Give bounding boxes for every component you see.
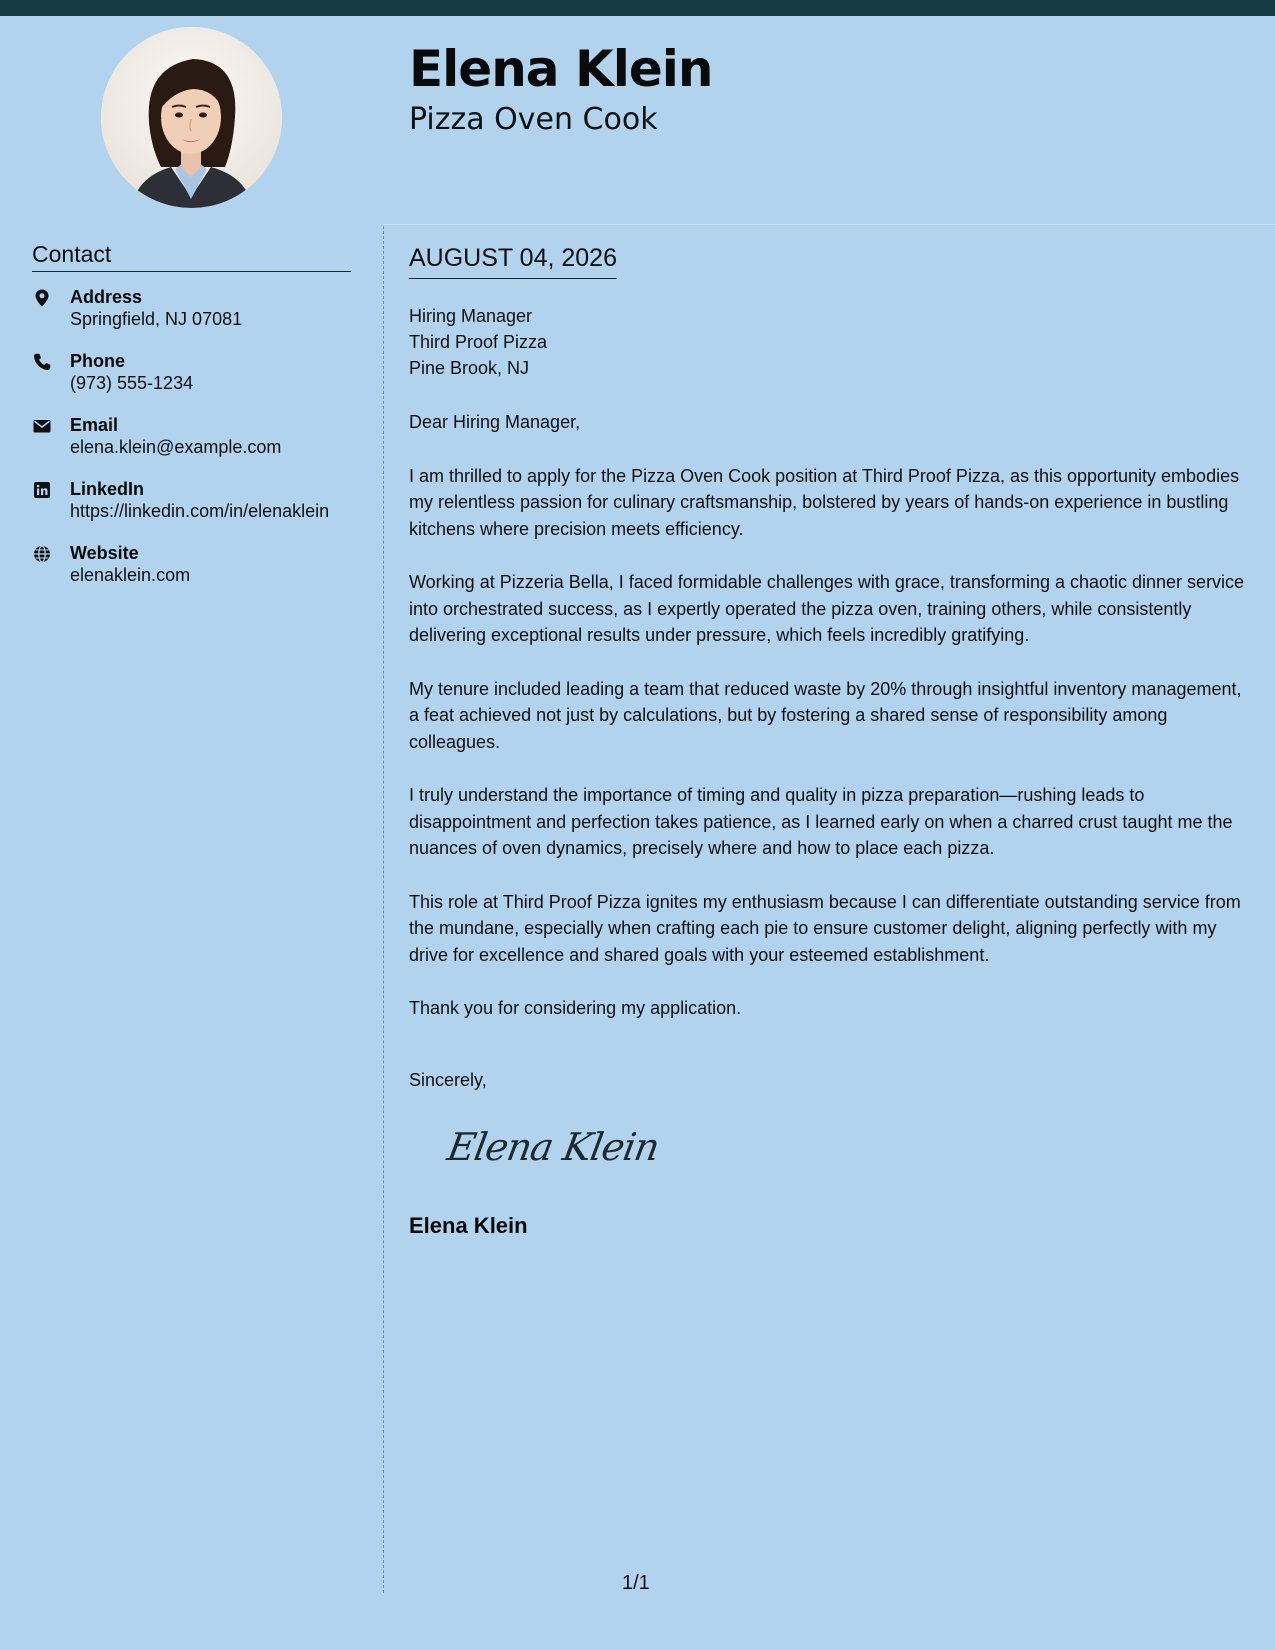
contact-heading: Contact — [32, 241, 351, 272]
candidate-name: Elena Klein — [409, 40, 713, 98]
contact-email — [32, 414, 352, 459]
contact-address — [32, 286, 352, 331]
closing: Sincerely, — [409, 1070, 487, 1090]
phone-icon — [32, 350, 70, 395]
contact-website — [32, 542, 352, 587]
linkedin-icon — [32, 478, 70, 523]
letter-paragraph: Thank you for considering my application. — [409, 998, 742, 1018]
letter-paragraph: This role at Third Proof Pizza ignites my enthusiasm because I can differentiate outstanding service from the mundane, especially when crafting each pie to ensure customer delight, aligning perfectly with my drive for excellence and shared goals with your esteemed establishment. — [409, 891, 1241, 965]
contact-list — [32, 286, 352, 606]
header-divider — [384, 224, 1275, 225]
contact-phone — [32, 350, 352, 395]
contact-value: (973) 555-1234 — [70, 373, 194, 393]
letter-paragraph: I truly understand the importance of timing and quality in pizza preparation—rushing leads to disappointment and perfection takes patience, as I learned early on when a charred crust taught me the nuances of oven dynamics, precisely where and how to place each pizza. — [409, 785, 1233, 858]
contact-linkedin — [32, 478, 352, 523]
recipient-block — [409, 303, 1249, 381]
page-number: 1/1 — [622, 1572, 650, 1594]
avatar — [101, 27, 282, 208]
contact-value: elena.klein@example.com — [70, 437, 282, 457]
envelope-icon — [32, 414, 70, 459]
recipient-line: Pine Brook, NJ — [409, 358, 530, 378]
contact-label: Phone — [70, 351, 126, 371]
letter-body — [409, 303, 1249, 1022]
globe-icon — [32, 542, 70, 587]
contact-value: elenaklein.com — [70, 565, 191, 585]
map-pin-icon — [32, 286, 70, 331]
contact-value: Springfield, NJ 07081 — [70, 309, 243, 329]
signature: Elena Klein — [444, 1125, 663, 1169]
letter-paragraph: My tenure included leading a team that reduced waste by 20% through insightful inventory management, a feat achieved not just by calculations, but by fostering a shared sense of responsibility among colleagues. — [409, 678, 1242, 752]
job-title: Pizza Oven Cook — [409, 102, 658, 137]
recipient-line: Hiring Manager — [409, 306, 533, 326]
recipient-line: Third Proof Pizza — [409, 332, 548, 352]
letter-paragraph: I am thrilled to apply for the Pizza Oven Cook position at Third Proof Pizza, as this opportunity embodies my relentless passion for culinary craftsmanship, bolstered by years of hands-on experience in bustling kitchens where precision meets efficiency. — [409, 465, 1240, 539]
letter-date: AUGUST 04, 2026 — [409, 244, 617, 279]
contact-label: Website — [70, 543, 139, 563]
signer-name: Elena Klein — [409, 1213, 528, 1238]
salutation: Dear Hiring Manager, — [409, 412, 581, 432]
contact-label: LinkedIn — [70, 479, 145, 499]
column-divider — [383, 226, 384, 1593]
contact-label: Email — [70, 415, 119, 435]
contact-value: https://linkedin.com/in/elenaklein — [70, 501, 330, 521]
contact-label: Address — [70, 287, 143, 307]
top-accent-bar — [0, 0, 1275, 16]
letter-paragraph: Working at Pizzeria Bella, I faced formidable challenges with grace, transforming a chaotic dinner service into orchestrated success, as I expertly operated the pizza oven, training others, while consistently delivering exceptional results under pressure, which feels incredibly gratifying. — [409, 572, 1245, 645]
